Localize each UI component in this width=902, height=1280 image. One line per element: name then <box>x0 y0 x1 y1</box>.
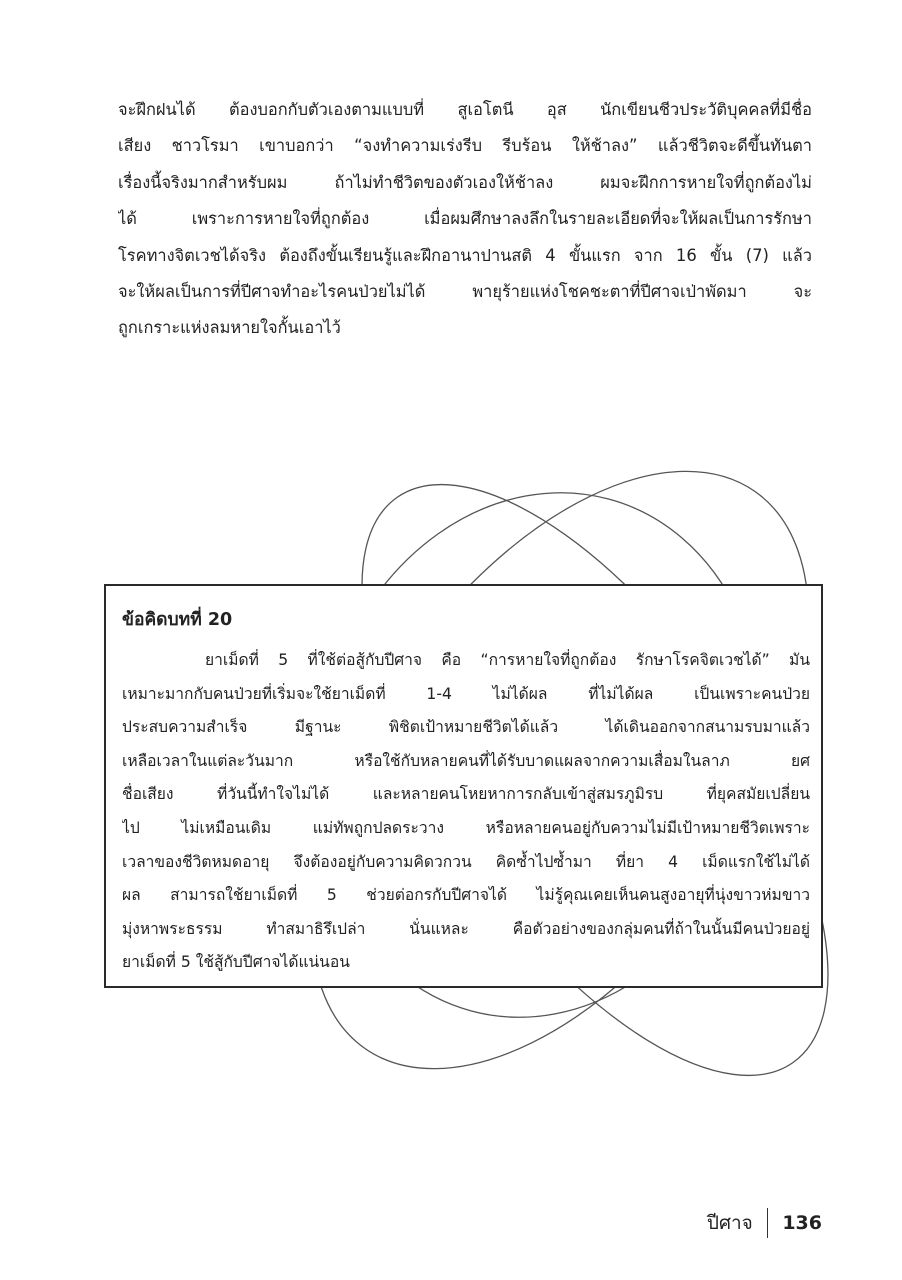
box-line: เหลือเวลาในแต่ละวันมาก หรือใช้กับหลายคนที่ได้รับบาดแผลจากความเสื่อมในลาภ ยศ <box>122 751 810 770</box>
paragraph-line: โรคทางจิตเวชได้จริง ต้องถึงขั้นเรียนรู้และฝึกอานาปานสติ 4 ขั้นแรก จาก 16 ขั้น (7) แล้ว <box>118 245 812 265</box>
footer-divider <box>767 1208 769 1238</box>
box-line: มุ่งหาพระธรรม ทำสมาธิรึเปล่า นั่นแหละ คือตัวอย่างของกลุ่มคนที่ถ้าในนั้นมีคนป่วยอยู่ <box>122 919 810 938</box>
paragraph-line: เรื่องนี้จริงมากสำหรับผม ถ้าไม่ทำชีวิตของตัวเองให้ช้าลง ผมจะฝึกการหายใจที่ถูกต้องไม่ <box>118 172 812 192</box>
paragraph-line: ถูกเกราะแห่งลมหายใจกั้นเอาไว้ <box>118 318 341 338</box>
box-line: ประสบความสำเร็จ มีฐานะ พิชิตเป้าหมายชีวิตได้แล้ว ได้เดินออกจากสนามรบมาแล้ว <box>122 718 810 737</box>
box-line: ผล สามารถใช้ยาเม็ดที่ 5 ช่วยต่อกรกับปีศาจได้ ไม่รู้คุณเคยเห็นคนสูงอายุที่นุ่งขาวห่มขาว <box>122 886 810 905</box>
key-takeaway-box <box>104 584 823 988</box>
box-paragraph <box>122 644 810 980</box>
page-footer <box>707 1206 822 1240</box>
page-number: 136 <box>782 1212 822 1234</box>
box-line: เหมาะมากกับคนป่วยที่เริ่มจะใช้ยาเม็ดที่ 1-4 ไม่ได้ผล ที่ไม่ได้ผล เป็นเพราะคนป่วย <box>122 684 810 703</box>
box-line: เวลาของชีวิตหมดอายุ จึงต้องอยู่กับความคิดวกวน คิดซ้ำไปซ้ำมา ที่ยา 4 เม็ดแรกใช้ไม่ได้ <box>122 852 810 871</box>
paragraph-line: ได้ เพราะการหายใจที่ถูกต้อง เมื่อผมศึกษาลงลึกในรายละเอียดที่จะให้ผลเป็นการรักษา <box>118 209 812 229</box>
intro-paragraph <box>118 92 812 347</box>
box-line: ยาเม็ดที่ 5 ใช้สู้กับปีศาจได้แน่นอน <box>122 953 350 972</box>
box-line: ชื่อเสียง ที่วันนี้ทำใจไม่ได้ และหลายคนโหยหาการกลับเข้าสู่สมรภูมิรบ ที่ยุคสมัยเปลี่ยน <box>122 785 810 804</box>
paragraph-line: จะให้ผลเป็นการที่ปีศาจทำอะไรคนป่วยไม่ได้ พายุร้ายแห่งโชคชะตาที่ปีศาจเป่าพัดมา จะ <box>118 281 812 301</box>
paragraph-line: จะฝึกฝนได้ ต้องบอกกับตัวเองตามแบบที่ สูเอโตนี อุส นักเขียนชีวประวัติบุคคลที่มีชื่อ <box>118 100 812 119</box>
box-line: ไป ไม่เหมือนเดิม แม่ทัพถูกปลดระวาง หรือหลายคนอยู่กับความไม่มีเป้าหมายชีวิตเพราะ <box>122 818 810 837</box>
box-title: ข้อคิดบทที่ 20 <box>122 610 233 630</box>
box-line: ยาเม็ดที่ 5 ที่ใช้ต่อสู้กับปีศาจ คือ “การหายใจที่ถูกต้อง รักษาโรคจิตเวชได้” มัน <box>205 651 810 669</box>
paragraph-line: เสียง ชาวโรมา เขาบอกว่า “จงทำความเร่งรีบ รีบร้อน ให้ช้าลง” แล้วชีวิตจะดีขึ้นทันตา <box>118 136 812 156</box>
running-title: ปีศาจ <box>706 1212 753 1234</box>
